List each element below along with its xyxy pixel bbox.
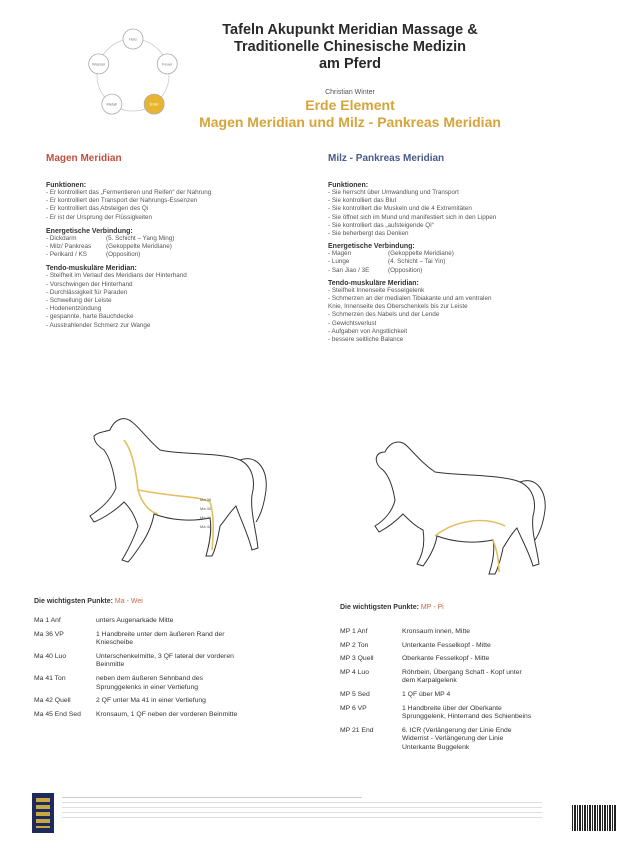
connection-row [46, 243, 316, 251]
acupoint-code: MP 5 Sed [340, 690, 370, 698]
function-item: - Er kontrolliert das „Fermentieren und Reifen“ der Nahrung [46, 189, 212, 196]
milz-points-heading: Die wichtigsten Punkte: MP - Pi [340, 604, 444, 611]
connection-type: (5. Schicht – Yang Ming) [106, 234, 175, 242]
connection-row [328, 258, 618, 266]
acupoint-description-line: 2 QF unter Ma 41 in einer Vertiefung [96, 697, 206, 705]
function-item: - Sie kontrolliert das Blut [328, 197, 397, 205]
acupoint-description [402, 655, 489, 664]
magen-text-block [46, 178, 316, 330]
acupoint-code: MP 2 Ton [340, 641, 369, 649]
tendo-heading: Tendo-muskuläre Meridian: [328, 279, 419, 287]
footer [32, 793, 617, 833]
connection-meridian: - Perikard / KS [46, 251, 87, 259]
function-item: - Sie öffnet sich im Mund und manifestiert sich in den Lippen [328, 213, 497, 221]
function-item: - Er kontrolliert den Transport der Nahrungs-Essenzen [46, 197, 198, 205]
footer-fine-print [62, 795, 542, 818]
subtitle: Magen Meridian und Milz - Pankreas Meridian [199, 114, 501, 130]
tendo-item: - bessere seitliche Balance [328, 336, 404, 344]
element-label: Erde Element [305, 97, 395, 113]
acupoint-row [34, 653, 324, 670]
tendo-item: - Gewichtsverlust [328, 319, 377, 327]
acupoint-description-line: Kronsaum innen, Mitte [402, 628, 471, 635]
connection-meridian: - Dickdarm [46, 234, 77, 242]
acupoint-code: MP 4 Luo [340, 668, 369, 676]
acupoint-description [402, 691, 450, 700]
connection-type: (Opposition) [106, 251, 141, 259]
connection-meridian: - Magen [328, 250, 352, 258]
acupoint-description-line: Oberkante Fesselkopf - Mitte [402, 655, 490, 663]
funktionen-heading: Funktionen: [46, 182, 87, 189]
connection-meridian: - San Jiao / 3E [328, 266, 370, 274]
connection-type: (4. Schicht – Tai Yin) [388, 258, 446, 266]
function-item: - Sie beherbergt das Denken [328, 230, 409, 238]
acupoint-description [96, 653, 234, 670]
tendo-item: - Schwellung der Leiste [46, 297, 112, 305]
connection-meridian: - Lunge [328, 258, 350, 266]
acupoint-row [340, 669, 610, 686]
function-item: - Er ist der Ursprung der Flüssigkeiten [46, 213, 153, 221]
acupoint-description [96, 631, 224, 648]
tendo-item: - Steifheit im Verlauf des Meridians der Hinterhand [46, 272, 187, 280]
horse-magen-illustration [80, 410, 280, 570]
acupoint-row [340, 655, 610, 664]
connection-type: (Gekoppelte Meridiane) [388, 250, 454, 258]
acupoint-description-line: Unterkante Fesselkopf - Mitte [402, 641, 491, 649]
acupoint-description-line: Röhrbein, Übergang Schaft - Kopf unter [402, 668, 522, 676]
magen-points-list [34, 617, 324, 724]
acupoint-code: MP 21 End [340, 726, 374, 734]
milz-points-list [340, 628, 610, 758]
acupoint-description-line: Sprunggelenk, Hinterrand des Schienbeins [402, 713, 532, 721]
tendo-item: - Schmerzen des Nabels und der Lende [328, 311, 440, 319]
acupoint-description-line: Beinmitte [96, 661, 125, 669]
acupoint-code: MP 6 VP [340, 704, 367, 712]
milz-text-block [328, 178, 618, 344]
element-node-label: Feuer [162, 61, 173, 67]
tendo-item: - gespannte, harte Bauchdecke [46, 313, 134, 321]
acupoint-description [96, 697, 206, 706]
tendo-heading: Tendo-muskuläre Meridian: [46, 265, 137, 273]
acupoint-code: Ma 41 Ton [34, 674, 66, 682]
connection-row [328, 267, 618, 275]
acupoint-description-line: Widerrist - Verlängerung der Linie [402, 735, 504, 743]
function-item: - Sie kontrolliert das „aufsteigende Qi“ [328, 221, 434, 229]
tendo-item: - Ausstrahlender Schmerz zur Wange [46, 321, 151, 329]
barcode [572, 805, 616, 831]
element-node-label: Metall [106, 101, 118, 107]
acupoint-description [96, 675, 203, 692]
element-node-label: Erde [149, 101, 159, 107]
acupoint-code: Ma 42 Quell [34, 697, 71, 705]
publisher-logo [32, 793, 54, 833]
acupoint-description-line: unters Augenarkade Mitte [96, 617, 174, 624]
acupoint-description-line: neben dem äußeren Sehnband des [96, 674, 203, 682]
acupoint-code: Ma 36 VP [34, 630, 64, 638]
tendo-item: - Steifheit Innenseite Fesselgelenk [328, 286, 425, 294]
magen-points-heading: Die wichtigsten Punkte: Ma - Wei [34, 598, 143, 605]
acupoint-row [34, 631, 324, 648]
acupoint-description-line: 6. ICR (Verlängerung der Linie Ende [402, 726, 512, 734]
acupoint-row [340, 691, 610, 700]
acupoint-description-line: Sprunggelenks in einer Vertiefung [96, 683, 199, 691]
tendo-item: - Hodenentzündung [46, 305, 102, 313]
function-item: - Er kontrolliert das Absteigen des Qi [46, 205, 149, 213]
connection-row [328, 250, 618, 258]
acupoint-code: Ma 1 Anf [34, 617, 61, 624]
tendo-item: - Aufgaben von Angstlichkeit [328, 327, 408, 335]
acupoint-code: Ma 40 Luo [34, 652, 67, 660]
acupoint-description-line: 1 Handbreite über der Oberkante [402, 704, 502, 712]
acupoint-description-line: Unterschenkelmitte, 3 QF lateral der vorderen [96, 652, 234, 660]
acupoint-description-line: Unterkante Buggelenk [402, 743, 470, 751]
tendo-item: - Durchlässigkeit für Paraden [46, 288, 128, 296]
connection-meridian: - Milz/ Pankreas [46, 243, 92, 251]
element-node-label: Holz [128, 36, 138, 42]
acupoint-code: Ma 45 End Sed [34, 710, 81, 718]
page-title: Tafeln Akupunkt Meridian Massage & Traditionelle Chinesische Medizin am Pferd [222, 22, 478, 72]
magen-meridian-title: Magen Meridian [46, 153, 122, 164]
tendo-item: - Schmerzen an der medialen Tibiakante und am ventralen [328, 295, 492, 303]
acupoint-description [402, 628, 470, 637]
connection-type: (Opposition) [388, 266, 423, 274]
acupoint-row [34, 711, 324, 720]
horse-magen-point-labels: Ma 36 Ma 40 Ma 41 Ma 42 [200, 497, 212, 529]
element-node-label: Wasser [92, 61, 106, 67]
tendo-item: Knie, Innenseite des Oberschenkels bis zur Leiste [328, 303, 468, 311]
acupoint-description-line: 1 Handbreite unter dem äußeren Rand der [96, 630, 225, 638]
horse-milz-illustration [365, 430, 565, 580]
acupoint-description-line: Kronsaum, 1 QF neben der vorderen Beinmitte [96, 710, 238, 718]
acupoint-row [340, 727, 610, 753]
acupoint-description [402, 669, 522, 686]
connection-row [46, 251, 316, 259]
acupoint-description-line: Kniescheibe [96, 639, 134, 647]
acupoint-row [34, 697, 324, 706]
acupoint-description-line: dem Karpalgelenk [402, 677, 457, 685]
acupoint-row [34, 675, 324, 692]
milz-meridian-title: Milz - Pankreas Meridian [328, 153, 445, 164]
acupoint-row [340, 628, 610, 637]
acupoint-description [96, 617, 173, 626]
acupoint-row [34, 617, 324, 626]
tendo-item: - Vorschwingen der Hinterhand [46, 280, 133, 288]
acupoint-code: MP 1 Anf [340, 628, 368, 635]
energetisch-heading: Energetische Verbindung: [328, 243, 415, 251]
acupoint-description [402, 642, 491, 651]
acupoint-code: MP 3 Quell [340, 655, 374, 663]
five-element-diagram [78, 20, 188, 130]
energetisch-heading: Energetische Verbindung: [46, 227, 133, 235]
function-item: - Sie kontrolliert die Muskeln und die 4 Extremitäten [328, 205, 472, 213]
funktionen-heading: Funktionen: [328, 182, 369, 189]
function-item: - Sie herrscht über Umwandlung und Transport [328, 189, 459, 196]
acupoint-row [340, 705, 610, 722]
connection-type: (Gekoppelte Meridiane) [106, 243, 172, 251]
acupoint-description [402, 727, 512, 753]
connection-row [46, 235, 316, 243]
author: Christian Winter [325, 89, 375, 96]
acupoint-description [402, 705, 531, 722]
acupoint-description [96, 711, 237, 720]
acupoint-description-line: 1 QF über MP 4 [402, 690, 451, 698]
acupoint-row [340, 642, 610, 651]
